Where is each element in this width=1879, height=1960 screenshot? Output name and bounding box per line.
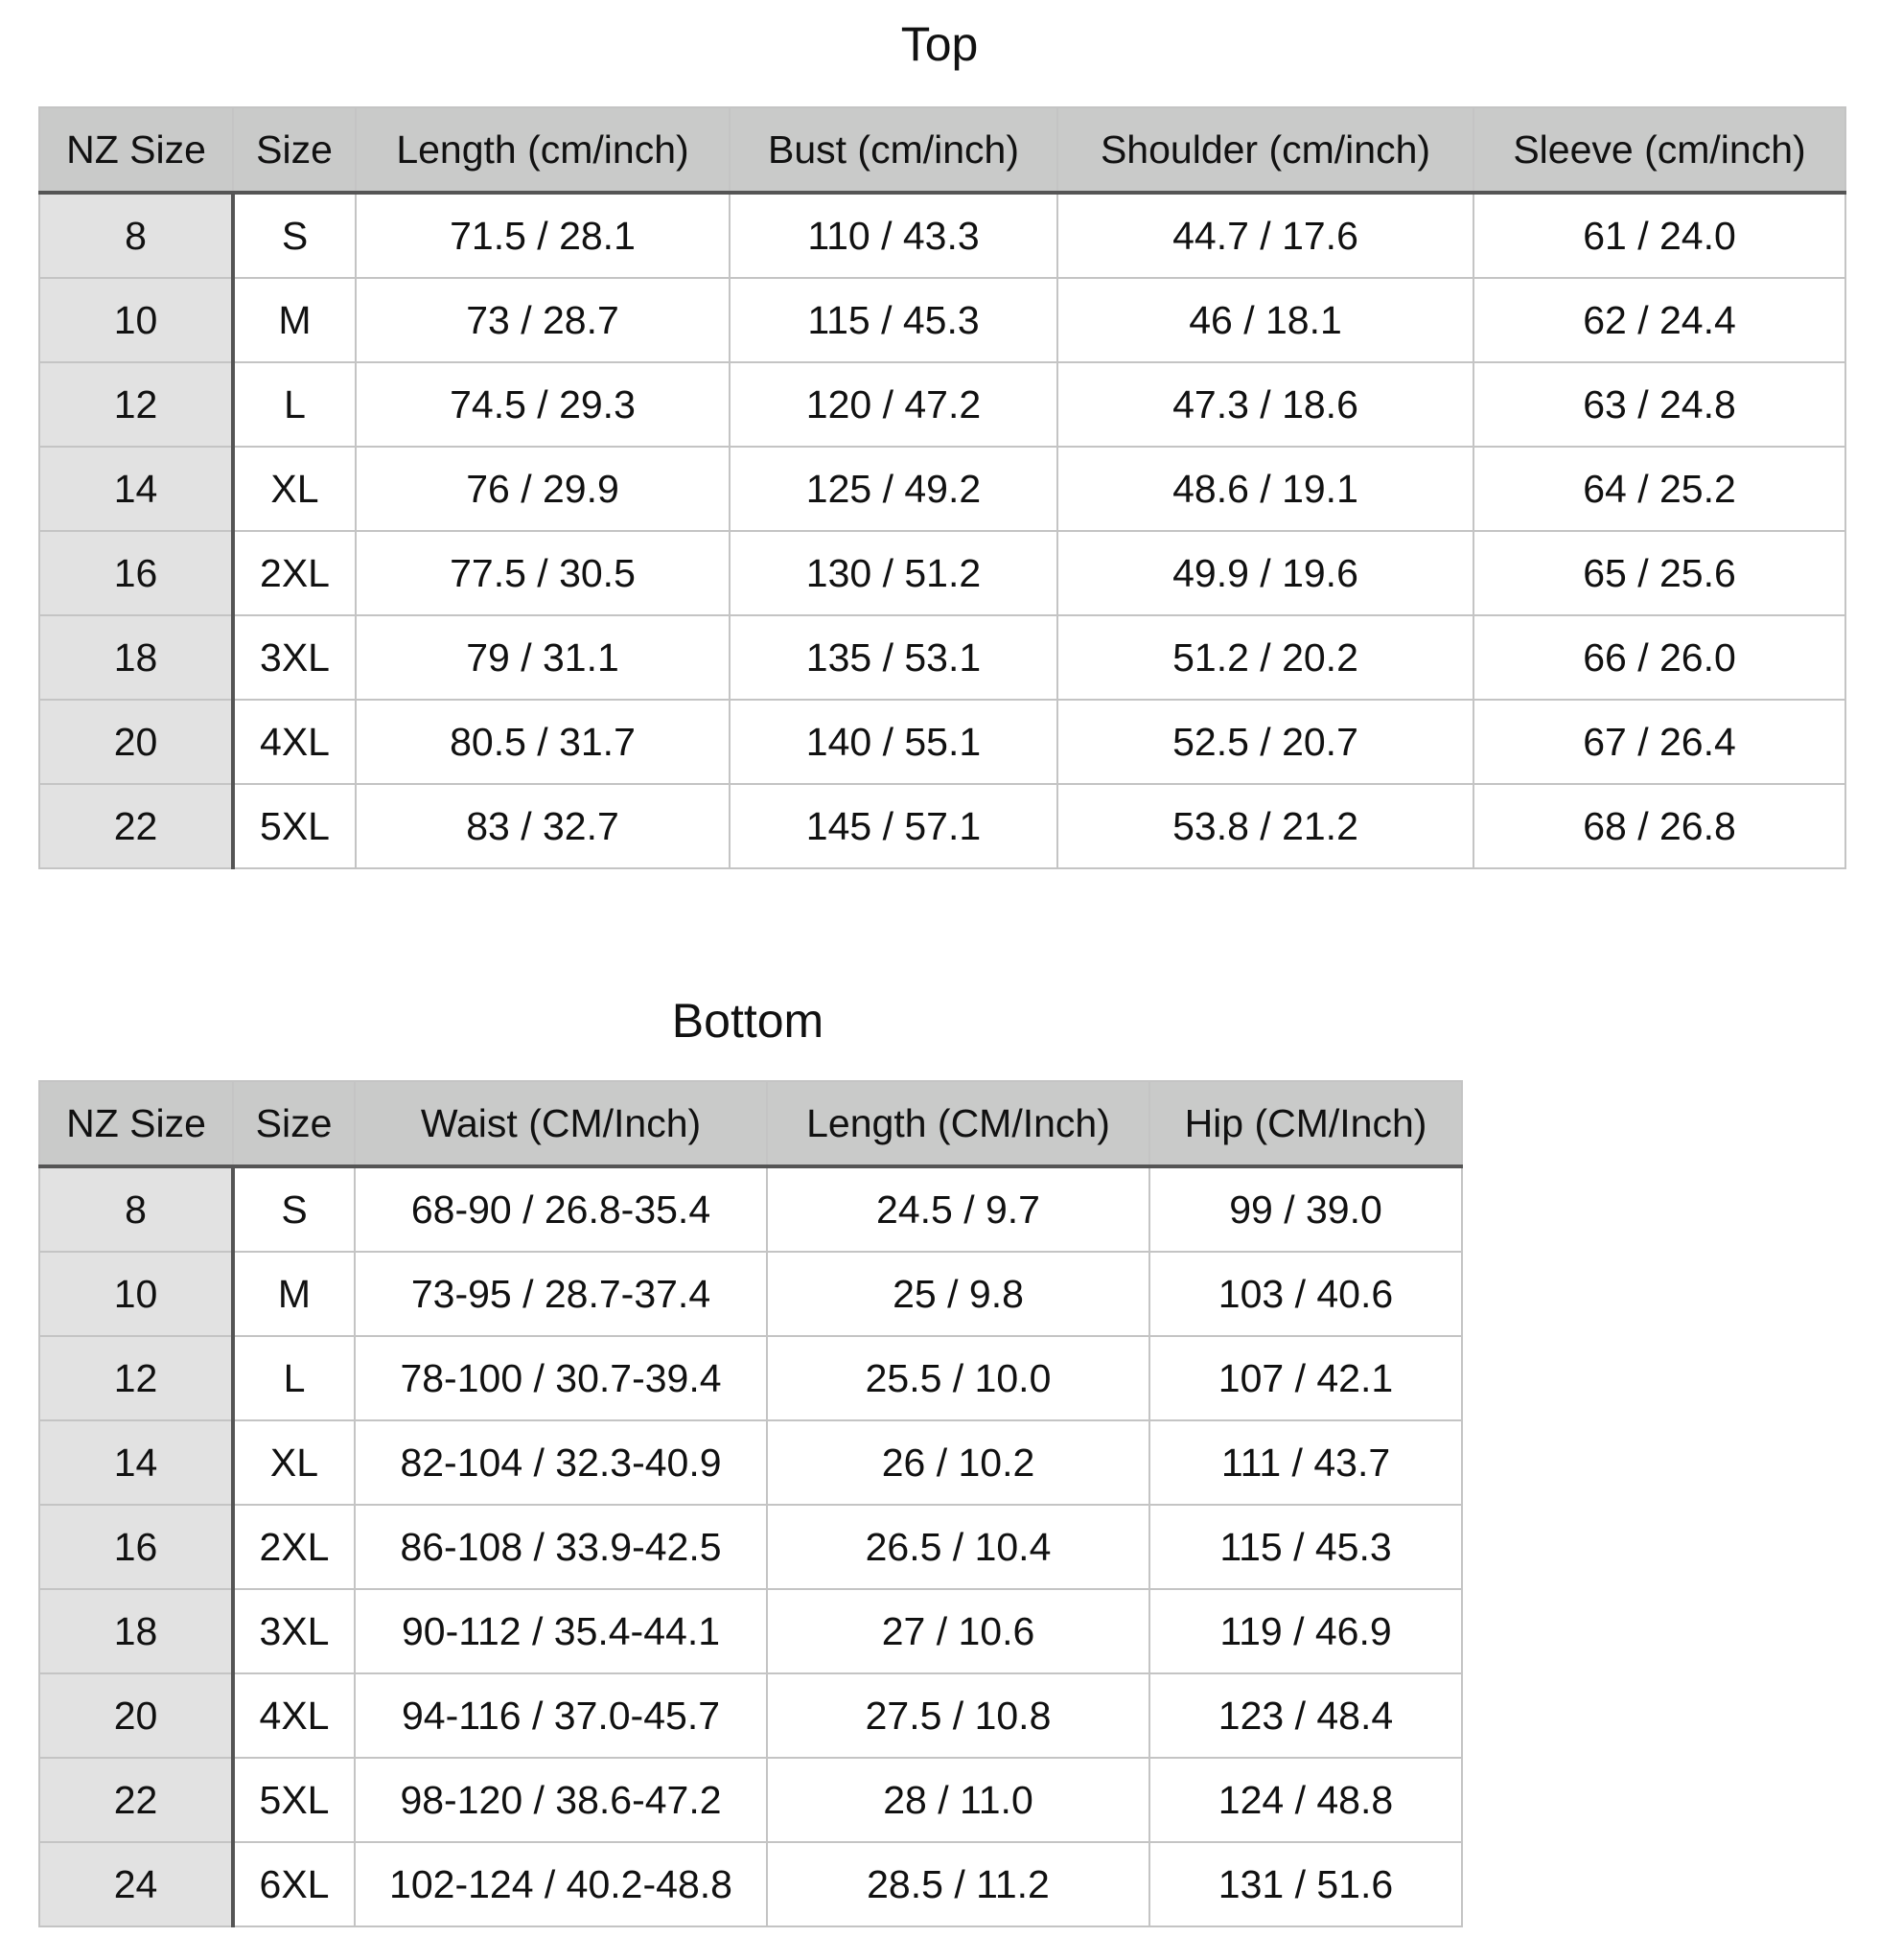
table-row (39, 1673, 1462, 1758)
top-size-table (38, 106, 1846, 869)
cell-hip: 99 / 39.0 (1149, 1166, 1462, 1252)
cell-sleeve: 64 / 25.2 (1473, 447, 1845, 531)
cell-size: 3XL (233, 615, 356, 700)
cell-size: XL (233, 1420, 355, 1505)
bottom-table-title: Bottom (671, 994, 824, 1048)
table-row (39, 362, 1845, 447)
table-row (39, 1842, 1462, 1926)
cell-nz-size: 12 (39, 1336, 233, 1420)
cell-nz-size: 20 (39, 700, 233, 784)
table-row (39, 1166, 1462, 1252)
column-header-nz-size: NZ Size (39, 1081, 233, 1166)
cell-hip: 115 / 45.3 (1149, 1505, 1462, 1589)
column-header-hip: Hip (CM/Inch) (1149, 1081, 1462, 1166)
column-header-length: Length (cm/inch) (356, 107, 730, 193)
cell-sleeve: 67 / 26.4 (1473, 700, 1845, 784)
table-row (39, 784, 1845, 868)
cell-waist: 86-108 / 33.9-42.5 (355, 1505, 767, 1589)
table-row (39, 193, 1845, 278)
cell-sleeve: 65 / 25.6 (1473, 531, 1845, 615)
cell-size: 4XL (233, 1673, 355, 1758)
header-row (39, 107, 1845, 193)
cell-sleeve: 66 / 26.0 (1473, 615, 1845, 700)
cell-length: 25 / 9.8 (767, 1252, 1149, 1336)
cell-waist: 90-112 / 35.4-44.1 (355, 1589, 767, 1673)
cell-nz-size: 8 (39, 1166, 233, 1252)
cell-sleeve: 63 / 24.8 (1473, 362, 1845, 447)
cell-hip: 119 / 46.9 (1149, 1589, 1462, 1673)
cell-size: 3XL (233, 1589, 355, 1673)
cell-length: 27 / 10.6 (767, 1589, 1149, 1673)
cell-nz-size: 10 (39, 1252, 233, 1336)
cell-length: 24.5 / 9.7 (767, 1166, 1149, 1252)
cell-size: S (233, 193, 356, 278)
table-row (39, 1420, 1462, 1505)
cell-size: 4XL (233, 700, 356, 784)
column-header-waist: Waist (CM/Inch) (355, 1081, 767, 1166)
cell-nz-size: 24 (39, 1842, 233, 1926)
column-header-shoulder: Shoulder (cm/inch) (1057, 107, 1473, 193)
table-row (39, 1589, 1462, 1673)
cell-shoulder: 46 / 18.1 (1057, 278, 1473, 362)
table-row (39, 278, 1845, 362)
cell-size: 5XL (233, 1758, 355, 1842)
table-row (39, 447, 1845, 531)
cell-hip: 111 / 43.7 (1149, 1420, 1462, 1505)
cell-hip: 131 / 51.6 (1149, 1842, 1462, 1926)
cell-length: 73 / 28.7 (356, 278, 730, 362)
cell-waist: 82-104 / 32.3-40.9 (355, 1420, 767, 1505)
cell-length: 83 / 32.7 (356, 784, 730, 868)
table-row (39, 700, 1845, 784)
cell-length: 27.5 / 10.8 (767, 1673, 1149, 1758)
table-row (39, 1505, 1462, 1589)
column-header-size: Size (233, 107, 356, 193)
cell-shoulder: 47.3 / 18.6 (1057, 362, 1473, 447)
cell-length: 28 / 11.0 (767, 1758, 1149, 1842)
table-body (39, 1166, 1462, 1926)
cell-nz-size: 10 (39, 278, 233, 362)
cell-shoulder: 51.2 / 20.2 (1057, 615, 1473, 700)
cell-nz-size: 22 (39, 1758, 233, 1842)
cell-sleeve: 61 / 24.0 (1473, 193, 1845, 278)
header-row (39, 1081, 1462, 1166)
table-row (39, 1758, 1462, 1842)
cell-hip: 123 / 48.4 (1149, 1673, 1462, 1758)
cell-size: M (233, 278, 356, 362)
cell-length: 26 / 10.2 (767, 1420, 1149, 1505)
cell-waist: 102-124 / 40.2-48.8 (355, 1842, 767, 1926)
table-row (39, 1252, 1462, 1336)
cell-size: 2XL (233, 1505, 355, 1589)
cell-size: 5XL (233, 784, 356, 868)
cell-hip: 107 / 42.1 (1149, 1336, 1462, 1420)
cell-sleeve: 62 / 24.4 (1473, 278, 1845, 362)
table-body (39, 193, 1845, 868)
cell-hip: 124 / 48.8 (1149, 1758, 1462, 1842)
cell-nz-size: 18 (39, 615, 233, 700)
cell-bust: 125 / 49.2 (730, 447, 1057, 531)
cell-nz-size: 14 (39, 1420, 233, 1505)
cell-nz-size: 22 (39, 784, 233, 868)
cell-hip: 103 / 40.6 (1149, 1252, 1462, 1336)
cell-size: 2XL (233, 531, 356, 615)
cell-shoulder: 52.5 / 20.7 (1057, 700, 1473, 784)
column-header-length: Length (CM/Inch) (767, 1081, 1149, 1166)
cell-size: 6XL (233, 1842, 355, 1926)
cell-bust: 110 / 43.3 (730, 193, 1057, 278)
table-row (39, 615, 1845, 700)
cell-length: 74.5 / 29.3 (356, 362, 730, 447)
cell-size: L (233, 362, 356, 447)
column-header-sleeve: Sleeve (cm/inch) (1473, 107, 1845, 193)
cell-shoulder: 53.8 / 21.2 (1057, 784, 1473, 868)
cell-length: 79 / 31.1 (356, 615, 730, 700)
cell-bust: 120 / 47.2 (730, 362, 1057, 447)
cell-length: 80.5 / 31.7 (356, 700, 730, 784)
cell-shoulder: 49.9 / 19.6 (1057, 531, 1473, 615)
cell-waist: 94-116 / 37.0-45.7 (355, 1673, 767, 1758)
cell-waist: 98-120 / 38.6-47.2 (355, 1758, 767, 1842)
cell-nz-size: 16 (39, 1505, 233, 1589)
cell-bust: 140 / 55.1 (730, 700, 1057, 784)
cell-length: 28.5 / 11.2 (767, 1842, 1149, 1926)
cell-sleeve: 68 / 26.8 (1473, 784, 1845, 868)
cell-size: XL (233, 447, 356, 531)
cell-waist: 78-100 / 30.7-39.4 (355, 1336, 767, 1420)
cell-bust: 130 / 51.2 (730, 531, 1057, 615)
cell-waist: 68-90 / 26.8-35.4 (355, 1166, 767, 1252)
top-table-title: Top (900, 17, 979, 71)
cell-nz-size: 18 (39, 1589, 233, 1673)
cell-nz-size: 20 (39, 1673, 233, 1758)
cell-nz-size: 12 (39, 362, 233, 447)
cell-bust: 145 / 57.1 (730, 784, 1057, 868)
cell-length: 71.5 / 28.1 (356, 193, 730, 278)
column-header-bust: Bust (cm/inch) (730, 107, 1057, 193)
cell-length: 26.5 / 10.4 (767, 1505, 1149, 1589)
cell-length: 25.5 / 10.0 (767, 1336, 1149, 1420)
table-row (39, 1336, 1462, 1420)
cell-size: S (233, 1166, 355, 1252)
cell-bust: 115 / 45.3 (730, 278, 1057, 362)
cell-waist: 73-95 / 28.7-37.4 (355, 1252, 767, 1336)
cell-length: 76 / 29.9 (356, 447, 730, 531)
table-row (39, 531, 1845, 615)
cell-nz-size: 14 (39, 447, 233, 531)
column-header-size: Size (233, 1081, 355, 1166)
cell-nz-size: 8 (39, 193, 233, 278)
column-header-nz-size: NZ Size (39, 107, 233, 193)
cell-nz-size: 16 (39, 531, 233, 615)
cell-shoulder: 44.7 / 17.6 (1057, 193, 1473, 278)
cell-length: 77.5 / 30.5 (356, 531, 730, 615)
cell-shoulder: 48.6 / 19.1 (1057, 447, 1473, 531)
cell-size: L (233, 1336, 355, 1420)
bottom-size-table (38, 1080, 1463, 1927)
cell-size: M (233, 1252, 355, 1336)
cell-bust: 135 / 53.1 (730, 615, 1057, 700)
